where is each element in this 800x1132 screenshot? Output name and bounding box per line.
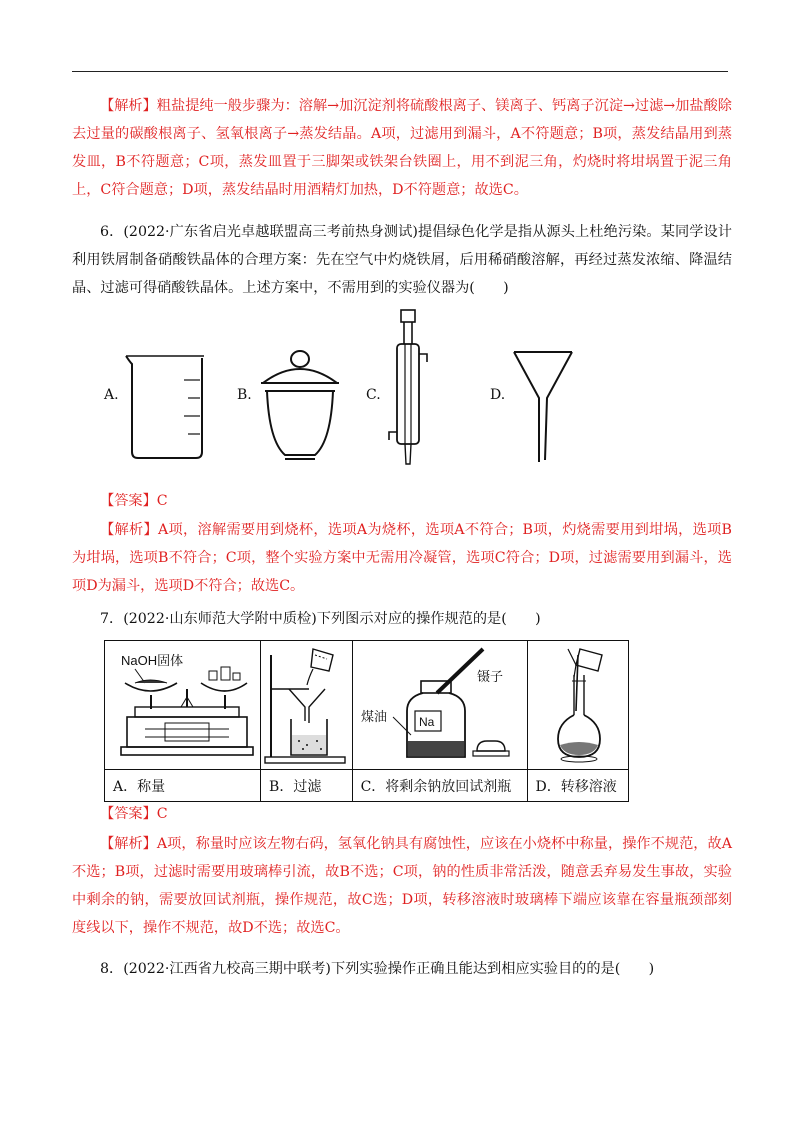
analysis-q7 [72, 830, 732, 942]
na-label: Na [418, 715, 434, 729]
analysis-tag: 【解析】 [100, 836, 157, 852]
header-rule [72, 71, 728, 72]
analysis-tag: 【解析】 [100, 98, 157, 114]
answer-tag: 【答案】 [100, 493, 157, 509]
analysis-text: A项，称量时应该左物右码，氢氧化钠具有腐蚀性，应该在小烧杯中称量，操作不规范，故A不选；B项，过滤时需要用玻璃棒引流，故B不选；C项，钠的性质非常活泼，随意丢弃易发生事故，实验中剩余的钠，需要放回试剂瓶，操作规范，故C选；D项，转移溶液时玻璃棒下端应该靠在容量瓶颈部刻度线以下，操作不规范，故D不选；故选C。 [72, 836, 732, 936]
analysis-tag: 【解析】 [100, 522, 158, 538]
reagent-bottle-icon [353, 641, 528, 770]
balance-icon [105, 641, 261, 770]
answer-q6 [72, 487, 732, 515]
filtration-icon [261, 641, 352, 770]
question-8: 8．(2022·江西省九校高三期中联考)下列实验操作正确且能达到相应实验目的的是( ) [100, 961, 655, 977]
naoh-label: NaOH固体 [121, 653, 184, 668]
answer-q7 [72, 800, 732, 828]
option-c-label: C. [366, 387, 381, 403]
crucible-icon [255, 345, 345, 463]
answer-value: C [156, 493, 168, 509]
figure-a-cell [105, 641, 261, 770]
kerosene-label: 煤油 [360, 709, 387, 724]
beaker-icon [122, 350, 212, 462]
answer-tag: 【答案】 [100, 806, 157, 822]
option-b-label: B. [237, 387, 252, 403]
caption-a: A．称量 [105, 770, 261, 802]
caption-c: C．将剩余钠放回试剂瓶 [352, 770, 527, 802]
option-a-label: A. [104, 387, 119, 403]
caption-d: D．转移溶液 [527, 770, 629, 802]
figure-c-cell [352, 641, 527, 770]
caption-b: B．过滤 [261, 770, 353, 802]
option-d-label: D. [490, 387, 506, 403]
analysis-text: 粗盐提纯一般步骤为：溶解→加沉淀剂将硫酸根离子、镁离子、钙离子沉淀→过滤→加盐酸除去过量的碳酸根离子、氢氧根离子→蒸发结晶。A项，过滤用到漏斗，A不符题意；B项，蒸发结晶用到蒸发皿，B不符题意；C项，蒸发皿置于三脚架或铁架台铁圈上，用不到泥三角，灼烧时将坩埚置于泥三角上，C符合题意；D项，蒸发结晶时用酒精灯加热，D不符题意；故选C。 [72, 98, 732, 198]
question-7: 7．(2022·山东师范大学附中质检)下列图示对应的操作规范的是( ) [100, 611, 541, 627]
analysis-text: A项，溶解需要用到烧杯，选项A为烧杯，选项A不符合；B项，灼烧需要用到坩埚，选项B为坩埚，选项B不符合；C项，整个实验方案中无需用冷凝管，选项C符合；D项，过滤需要用到漏斗，选项D为漏斗，选项D不符合；故选C。 [72, 522, 732, 594]
analysis-q6 [72, 516, 732, 600]
condenser-icon [383, 308, 433, 468]
volumetric-flask-icon [528, 641, 629, 770]
figure-b-cell [261, 641, 353, 770]
answer-value: C [156, 806, 168, 822]
question-6: 6．(2022·广东省启光卓越联盟高三考前热身测试)提倡绿色化学是指从源头上杜绝污染。某同学设计利用铁屑制备硝酸铁晶体的合理方案：先在空气中灼烧铁屑，后用稀硝酸溶解，再经过蒸发浓缩、降温结晶、过滤可得硝酸铁晶体。上述方案中，不需用到的实验仪器为( ) [72, 224, 732, 296]
tweezers-label: 镊子 [476, 669, 503, 684]
funnel-icon [512, 350, 574, 466]
figure-table [104, 640, 629, 802]
figure-d-cell [527, 641, 629, 770]
analysis-q5 [72, 92, 732, 204]
